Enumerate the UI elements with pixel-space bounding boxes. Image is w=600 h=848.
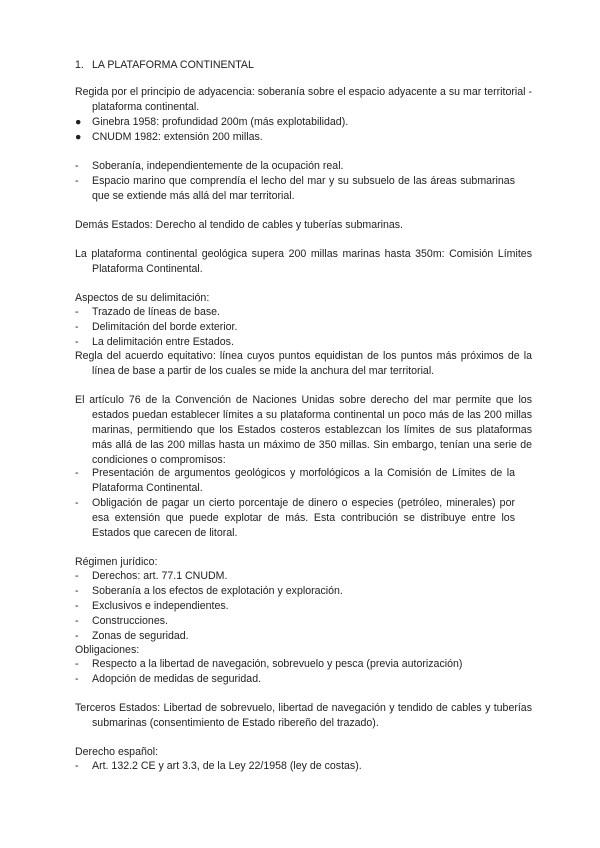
list-item: - Soberanía, independientemente de la ocupación real. — [75, 160, 344, 172]
list-item: - Presentación de argumentos geológicos y morfológicos a la Comisión de Límites de la Plataforma Continental. — [75, 467, 515, 494]
derecho-espanol-list — [75, 759, 515, 774]
list-item: - La delimitación entre Estados. — [75, 335, 234, 348]
list-item: - Espacio marino que comprendía el lecho del mar y su subsuelo de las áreas submarinas que se extiende más allá del mar territorial. — [75, 174, 515, 202]
adyacencia-paragraph: Regida por el principio de adyacencia: soberanía sobre el espacio adyacente a su mar territorial - plataforma continental. — [75, 86, 532, 113]
regla-paragraph: Regla del acuerdo equitativo: línea cuyos puntos equidistan de los puntos más próximos de la línea de base a partir de los cuales se mide la anchura del mar territorial. — [75, 350, 532, 377]
list-item: - Respecto a la libertad de navegación, sobrevuelo y pesca (previa autorización) — [75, 658, 463, 670]
list-item: - Delimitación del borde exterior. — [75, 320, 238, 333]
soberania-list — [75, 159, 515, 204]
geologica-paragraph: La plataforma continental geológica supera 200 millas marinas hasta 350m: Comisión Límites Plataforma Continental. — [75, 248, 532, 275]
section-heading — [75, 58, 254, 72]
articulo76-paragraph: El artículo 76 de la Convención de Naciones Unidas sobre derecho del mar permite que los estados puedan establecer límites a su plataforma continental un poco más de las 200 millas marinas, permitiendo que los Estados costeros establezcan los límites de sus plataformas más allá de las 200 millas hasta un máximo de 350 millas. Sin embargo, tenían una serie de condiciones o compromisos: — [75, 394, 532, 466]
list-item: - Exclusivos e independientes. — [75, 599, 229, 612]
obligaciones-list — [75, 657, 515, 687]
section-title: LA PLATAFORMA CONTINENTAL — [92, 59, 254, 71]
list-item: - Derechos: art. 77.1 CNUDM. — [75, 570, 228, 582]
regimen-list — [75, 569, 515, 644]
list-item: - Art. 132.2 CE y art 3.3, de la Ley 22/1958 (ley de costas). — [75, 760, 362, 772]
list-item: - Trazado de líneas de base. — [75, 306, 220, 318]
delimitacion-list — [75, 305, 515, 350]
derecho-espanol-title: Derecho español: — [75, 746, 159, 758]
terceros-paragraph: Terceros Estados: Libertad de sobrevuelo, libertad de navegación y tendido de cables y tuberías submarinas (consentimiento de Estado ribereño del trazado). — [75, 702, 532, 729]
list-item: - Adopción de medidas de seguridad. — [75, 672, 262, 685]
articulo76-conditions-list — [75, 466, 515, 541]
regimen-title: Régimen jurídico: — [75, 556, 158, 568]
demas-estados-paragraph: Demás Estados: Derecho al tendido de cables y tuberías submarinas. — [75, 219, 403, 231]
section-number: 1. — [75, 59, 84, 71]
list-item: - Zonas de seguridad. — [75, 629, 189, 642]
list-item: ● Ginebra 1958: profundidad 200m (más explotabilidad). — [75, 116, 349, 128]
delimitacion-title: Aspectos de su delimitación: — [75, 292, 210, 304]
obligaciones-title: Obligaciones: — [75, 644, 140, 656]
list-item: - Construcciones. — [75, 614, 168, 627]
list-item: - Obligación de pagar un cierto porcentaje de dinero o especies (petróleo, minerales) por esa extensión que puede explotar de más. Esta contribución se distribuye entre los Estados que carecen de litoral. — [75, 496, 515, 539]
convention-bullet-list — [75, 115, 515, 145]
list-item: ● CNUDM 1982: extensión 200 millas. — [75, 130, 263, 143]
list-item: - Soberanía a los efectos de explotación y exploración. — [75, 584, 343, 597]
